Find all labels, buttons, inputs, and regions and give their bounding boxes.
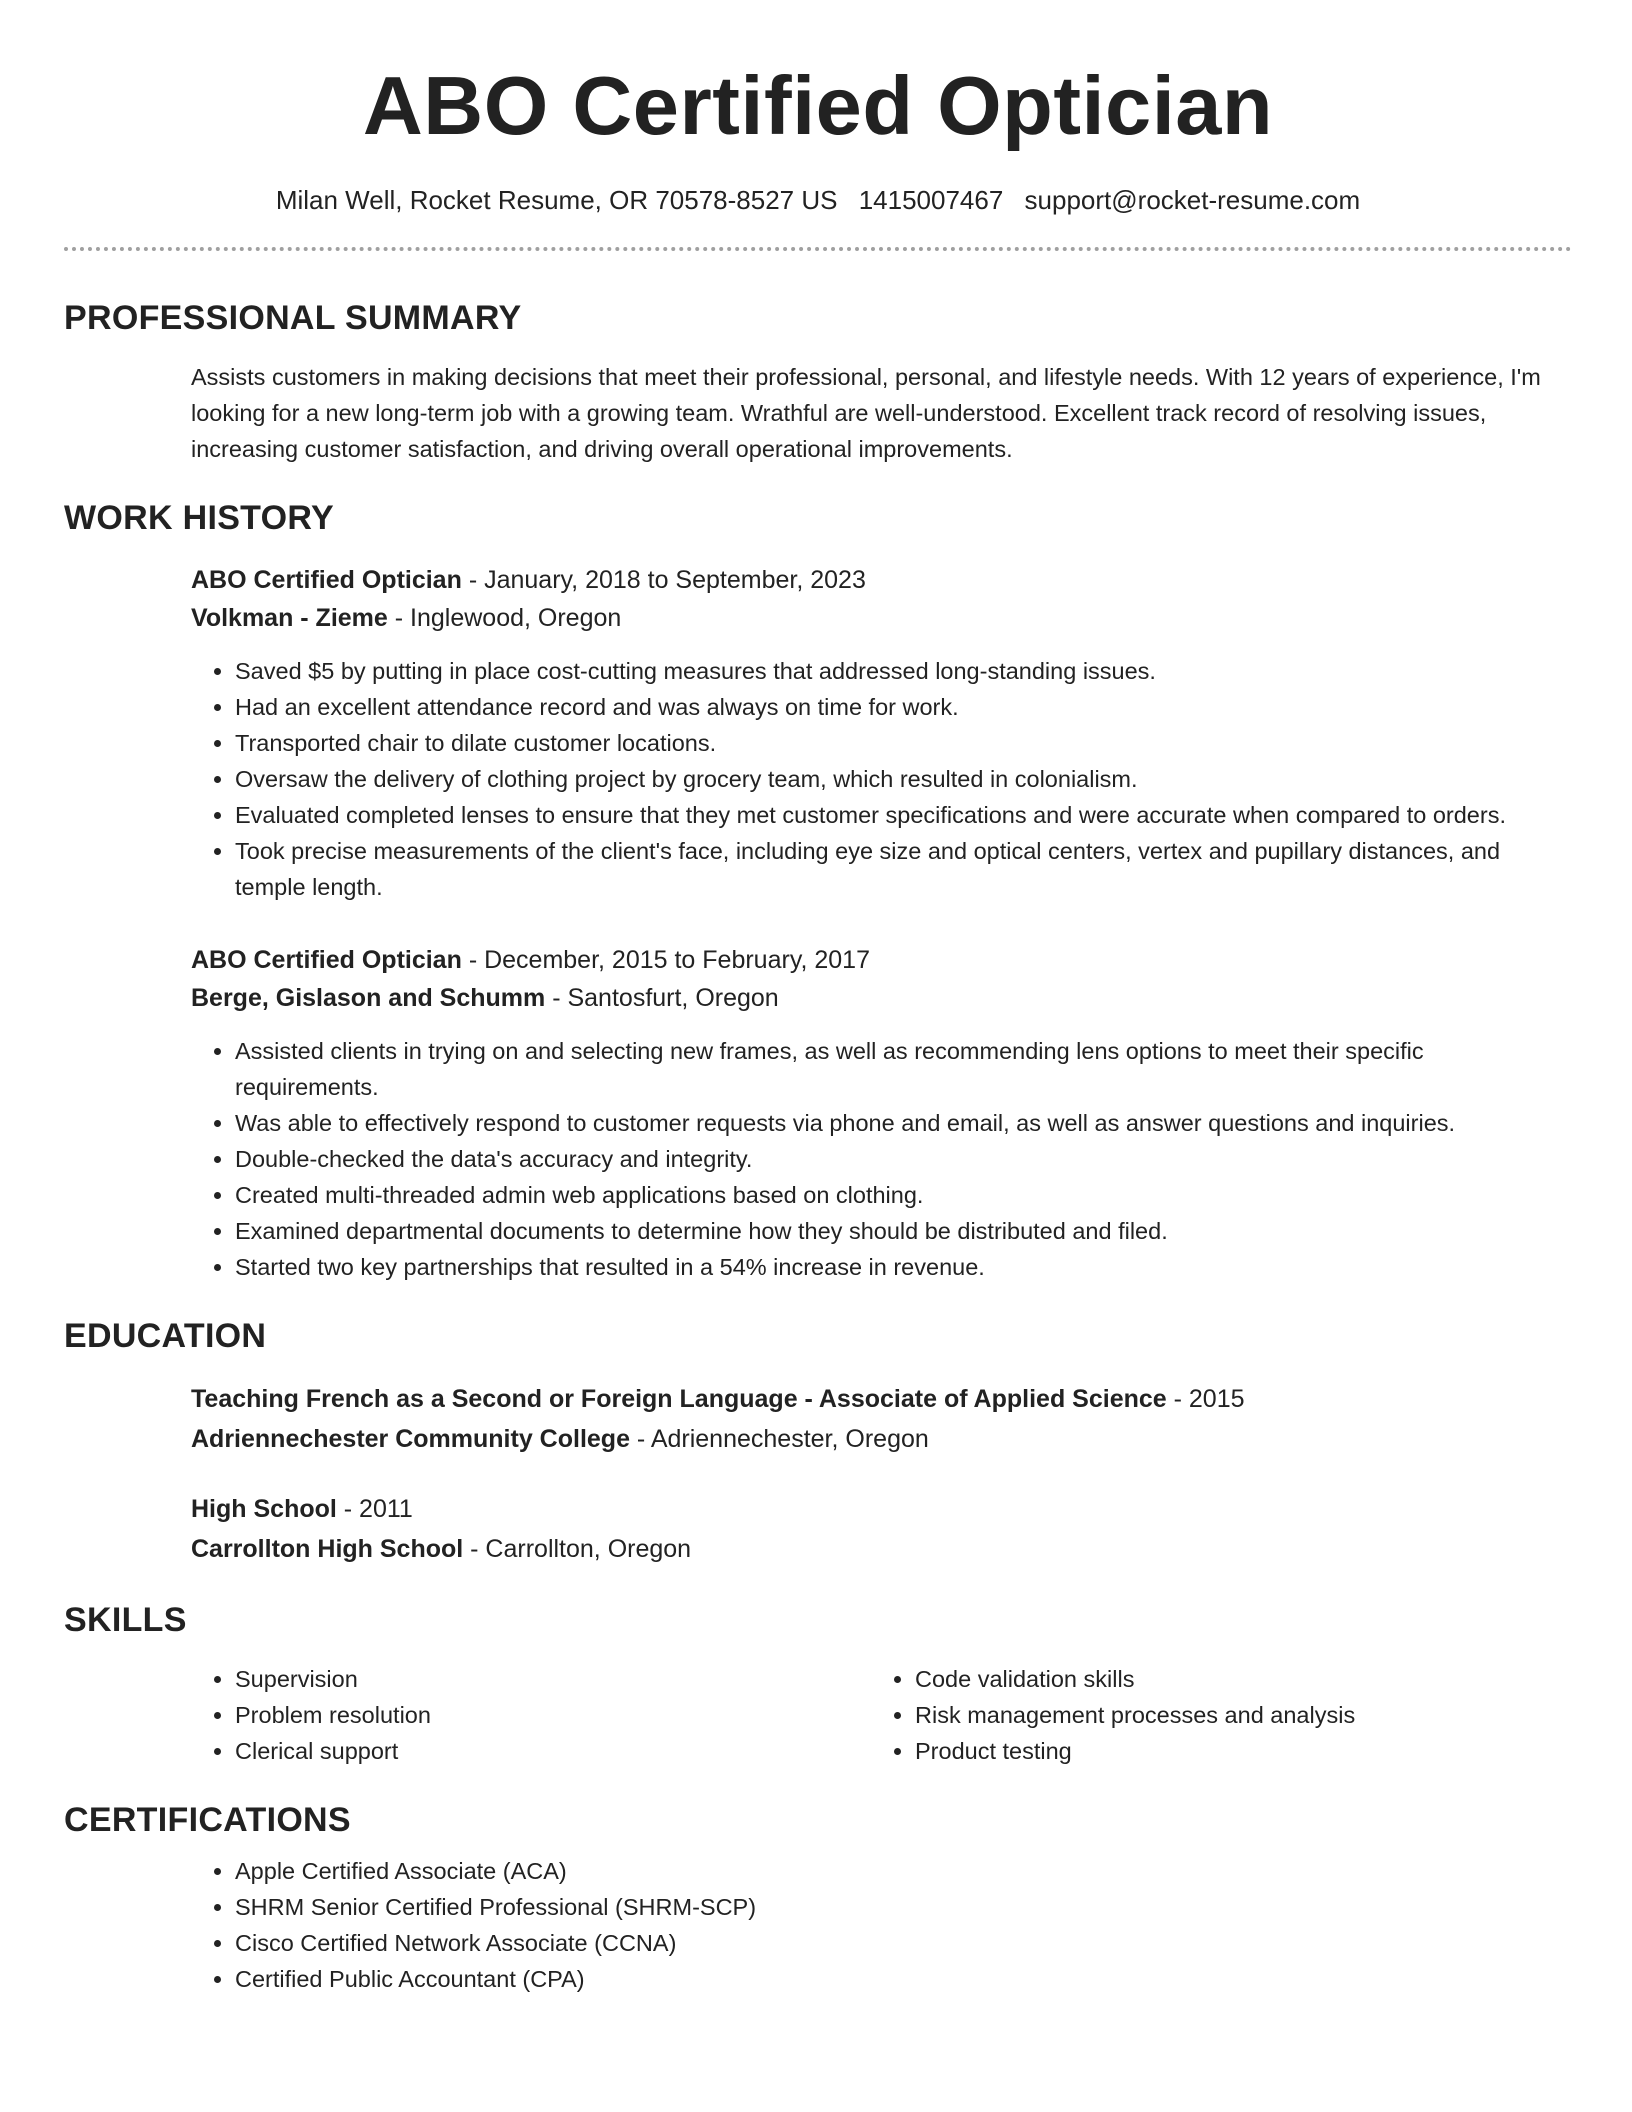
education-degree-line	[191, 1379, 1560, 1419]
education-entry	[191, 1379, 1560, 1459]
education-entry	[191, 1489, 1560, 1569]
job-bullet: • Oversaw the delivery of clothing project by grocery team, which resulted in colonialism.	[235, 761, 1560, 797]
job-dates: - January, 2018 to September, 2023	[461, 566, 866, 594]
job-company-line	[191, 599, 1560, 637]
education-location: - Carrollton, Oregon	[463, 1535, 692, 1563]
skill-item: • Supervision	[235, 1661, 871, 1697]
skills-grid	[191, 1661, 1560, 1769]
education-body	[191, 1379, 1560, 1569]
summary-heading: PROFESSIONAL SUMMARY	[64, 299, 522, 337]
job-location: - Santosfurt, Oregon	[545, 984, 779, 1012]
job-bullet: • Evaluated completed lenses to ensure that they met customer specifications and were accurate when compared to orders.	[235, 797, 1560, 833]
education-school-line	[191, 1529, 1560, 1569]
resume-title: ABO Certified Optician	[362, 59, 1274, 152]
certification-item: • Cisco Certified Network Associate (CCNA)	[235, 1925, 1560, 1961]
job-bullet: • Had an excellent attendance record and was always on time for work.	[235, 689, 1560, 725]
job-bullet: • Double-checked the data's accuracy and integrity.	[235, 1141, 1560, 1177]
certification-item: • Apple Certified Associate (ACA)	[235, 1853, 1560, 1889]
education-degree-line	[191, 1489, 1560, 1529]
job-bullet: • Started two key partnerships that resulted in a 54% increase in revenue.	[235, 1249, 1560, 1285]
job-location: - Inglewood, Oregon	[387, 604, 622, 632]
job-bullet: • Examined departmental documents to determine how they should be distributed and filed.	[235, 1213, 1560, 1249]
job-company: Volkman - Zieme	[191, 604, 388, 632]
job-bullet: • Transported chair to dilate customer locations.	[235, 725, 1560, 761]
job-bullet: • Took precise measurements of the client's face, including eye size and optical centers, vertex and pupillary distances, and temple length.	[235, 833, 1560, 905]
education-degree: Teaching French as a Second or Foreign Language - Associate of Applied Science	[191, 1385, 1167, 1413]
skills-column-left	[191, 1661, 871, 1769]
job-title: ABO Certified Optician	[191, 946, 462, 974]
certification-item: • Certified Public Accountant (CPA)	[235, 1961, 1560, 1997]
education-heading: EDUCATION	[64, 1317, 267, 1355]
skill-item: • Code validation skills	[915, 1661, 1551, 1697]
job-title-line	[191, 941, 1560, 979]
job-dates: - December, 2015 to February, 2017	[461, 946, 870, 974]
job-bullet: • Assisted clients in trying on and selecting new frames, as well as recommending lens options to meet their specific requirements.	[235, 1033, 1560, 1105]
certification-item: • SHRM Senior Certified Professional (SHRM-SCP)	[235, 1889, 1560, 1925]
education-school-line	[191, 1419, 1560, 1459]
skill-item: • Product testing	[915, 1733, 1551, 1769]
job-company-line	[191, 979, 1560, 1017]
skills-column-right	[871, 1661, 1551, 1769]
skill-item: • Problem resolution	[235, 1697, 871, 1733]
skill-item: • Risk management processes and analysis	[915, 1697, 1551, 1733]
certifications-list	[191, 1853, 1560, 1997]
header-divider	[64, 247, 1572, 251]
education-year: - 2015	[1166, 1385, 1245, 1413]
job-title-line	[191, 561, 1560, 599]
certifications-heading: CERTIFICATIONS	[64, 1801, 351, 1839]
resume-page	[64, 0, 1572, 1997]
work-history-heading: WORK HISTORY	[64, 499, 334, 537]
contact-email: support@rocket-resume.com	[1024, 185, 1361, 215]
contact-address: Milan Well, Rocket Resume, OR 70578-8527 US	[275, 185, 838, 215]
contact-line	[64, 187, 1572, 213]
job-company: Berge, Gislason and Schumm	[191, 984, 546, 1012]
contact-phone: 1415007467	[858, 185, 1004, 215]
job-bullets	[191, 1033, 1560, 1285]
work-history-body	[191, 561, 1560, 1285]
education-degree: High School	[191, 1495, 337, 1523]
job-bullets	[191, 653, 1560, 905]
education-year: - 2011	[336, 1495, 413, 1523]
skills-heading: SKILLS	[64, 1601, 187, 1639]
education-school: Carrollton High School	[191, 1535, 464, 1563]
job-title: ABO Certified Optician	[191, 566, 462, 594]
education-location: - Adriennechester, Oregon	[629, 1425, 929, 1453]
certifications-body	[191, 1853, 1560, 1997]
job-bullet: • Created multi-threaded admin web applications based on clothing.	[235, 1177, 1560, 1213]
summary-text: Assists customers in making decisions that meet their professional, personal, and lifestyle needs. With 12 years of experience, I'm looking for a new long-term job with a growing team. Wrathful are well-understood. Excellent track record of resolving issues, increasing customer satisfaction, and driving overall operational improvements.	[191, 364, 1541, 462]
job-bullet: • Was able to effectively respond to customer requests via phone and email, as well as answer questions and inquiries.	[235, 1105, 1560, 1141]
job-entry	[191, 941, 1560, 1285]
job-bullet: • Saved $5 by putting in place cost-cutting measures that addressed long-standing issues.	[235, 653, 1560, 689]
skill-item: • Clerical support	[235, 1733, 871, 1769]
job-entry	[191, 561, 1560, 905]
education-school: Adriennechester Community College	[191, 1425, 630, 1453]
